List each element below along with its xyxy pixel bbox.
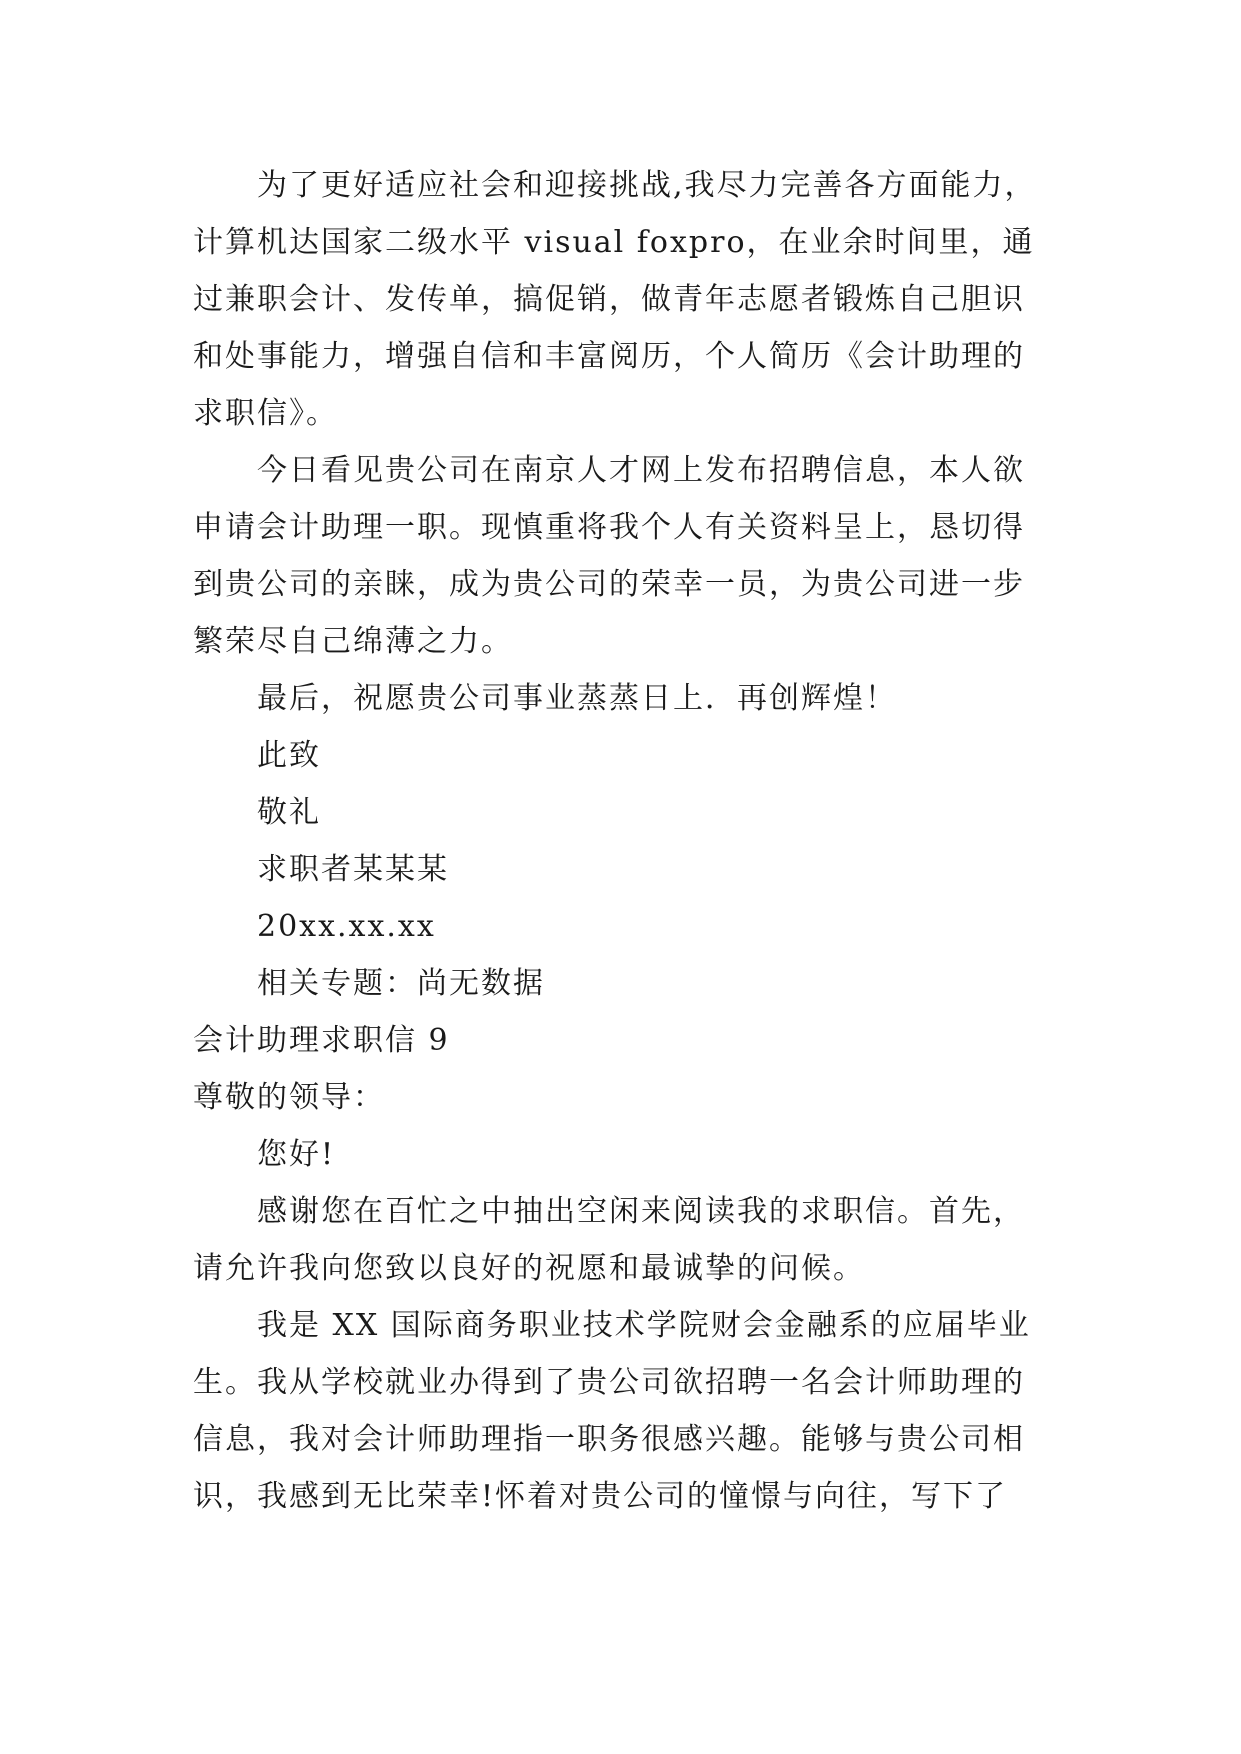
date: 20xx.xx.xx bbox=[257, 909, 436, 944]
closing-wish: 最后，祝愿贵公司事业蒸蒸日上．再创辉煌！ bbox=[257, 681, 897, 716]
signature: 求职者某某某 bbox=[257, 852, 449, 887]
text-line: 繁荣尽自己绵薄之力。 bbox=[193, 624, 513, 659]
text-line: 识，我感到无比荣幸!怀着对贵公司的憧憬与向往，写下了 bbox=[193, 1479, 1008, 1514]
text-line: 计算机达国家二级水平 visual foxpro，在业余时间里，通 bbox=[193, 225, 1035, 260]
text-line: 今日看见贵公司在南京人才网上发布招聘信息，本人欲 bbox=[257, 453, 1025, 488]
greeting-addressee: 尊敬的领导： bbox=[193, 1080, 385, 1115]
text-line: 我是 XX 国际商务职业技术学院财会金融系的应届毕业 bbox=[257, 1308, 1031, 1343]
related-topics: 相关专题：尚无数据 bbox=[257, 966, 545, 1001]
salutation-cizhi: 此致 bbox=[257, 738, 321, 773]
greeting: 您好! bbox=[257, 1137, 336, 1172]
text-line: 过兼职会计、发传单，搞促销，做青年志愿者锻炼自己胆识 bbox=[193, 282, 1025, 317]
text-line: 求职信》。 bbox=[193, 396, 338, 431]
text-line: 申请会计助理一职。现慎重将我个人有关资料呈上，恳切得 bbox=[193, 510, 1025, 545]
text-line: 为了更好适应社会和迎接挑战,我尽力完善各方面能力， bbox=[257, 168, 1037, 203]
text-line: 到贵公司的亲睐，成为贵公司的荣幸一员，为贵公司进一步 bbox=[193, 567, 1025, 602]
text-line: 生。我从学校就业办得到了贵公司欲招聘一名会计师助理的 bbox=[193, 1365, 1025, 1400]
text-line: 感谢您在百忙之中抽出空闲来阅读我的求职信。首先， bbox=[257, 1194, 1025, 1229]
text-line: 信息，我对会计师助理指一职务很感兴趣。能够与贵公司相 bbox=[193, 1422, 1025, 1457]
section-heading: 会计助理求职信 9 bbox=[193, 1023, 450, 1058]
text-line: 请允许我向您致以良好的祝愿和最诚挚的问候。 bbox=[193, 1251, 865, 1286]
text-line: 和处事能力，增强自信和丰富阅历，个人简历《会计助理的 bbox=[193, 339, 1025, 374]
salutation-jingli: 敬礼 bbox=[257, 795, 321, 830]
